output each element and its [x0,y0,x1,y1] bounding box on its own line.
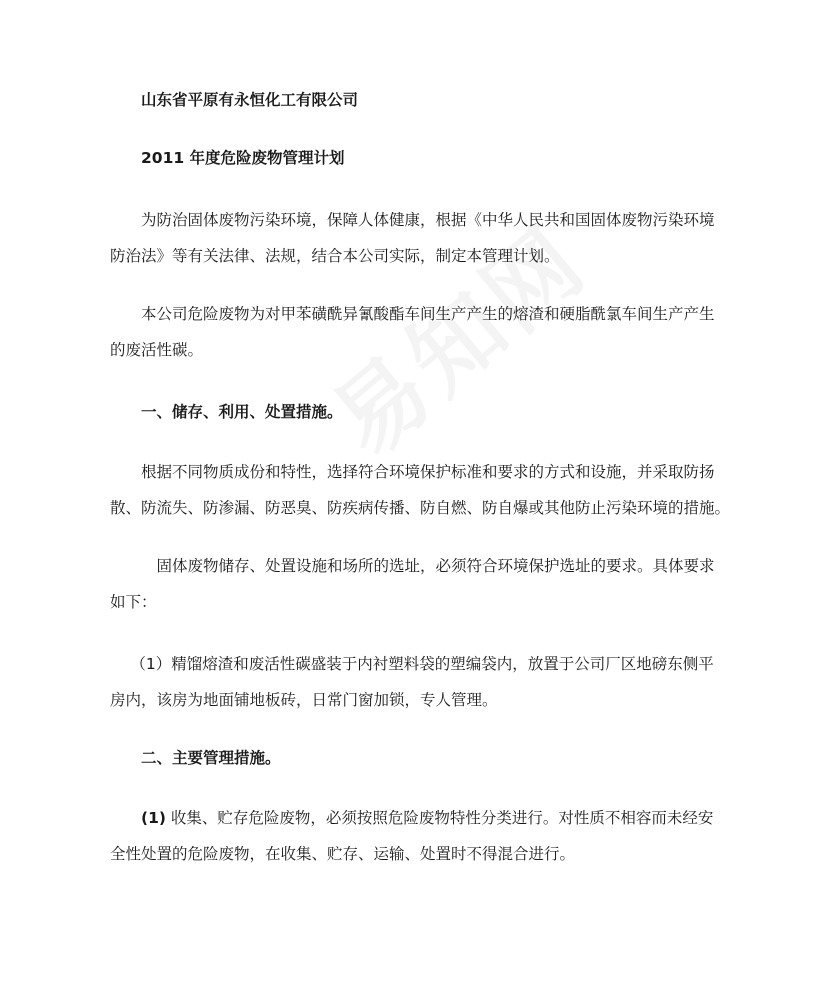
section-heading-text: 二、主要管理措施。 [110,749,281,767]
item-number: (1) [110,809,166,827]
paragraph-line: 的废活性碳。 [110,341,204,359]
paragraph-purpose [110,202,730,274]
paragraph-line: 本公司危险废物为对甲苯磺酰异氰酸酯车间生产产生的熔渣和硬脂酰氯车间生产产生 [110,305,715,323]
paragraph-line-rest: 收集、贮存危险废物，必须按照危险废物特性分类进行。对性质不相容而未经安 [165,809,714,827]
paragraph-item-1 [110,646,730,718]
paragraph-line: 根据不同物质成份和特性，选择符合环境保护标准和要求的方式和设施，并采取防扬 [110,463,715,481]
paragraph-line: 如下： [110,593,157,611]
paragraph-line: 防治法》等有关法律、法规，结合本公司实际，制定本管理计划。 [110,247,560,265]
paragraph-waste-source [110,296,730,368]
paragraph-management-1 [110,800,730,872]
section-heading-management [110,740,730,776]
paragraph-line: （1）精馏熔渣和废活性碳盛装于内衬塑料袋的塑编袋内，放置于公司厂区地磅东侧平 [110,655,714,673]
paragraph-line: 为防治固体废物污染环境，保障人体健康，根据《中华人民共和国固体废物污染环境 [110,211,715,229]
paragraph-line: 房内，该房为地面铺地板砖，日常门窗加锁，专人管理。 [110,691,498,709]
section-heading-text: 一、储存、利用、处置措施。 [110,403,343,421]
paragraph-siting [110,548,730,620]
company-title [110,82,730,118]
paragraph-line [110,800,730,836]
section-heading-storage [110,394,730,430]
paragraph-line: 全性处置的危险废物，在收集、贮存、运输、处置时不得混合进行。 [110,845,576,863]
plan-title-text: 2011 年度危险废物管理计划 [141,149,345,167]
company-title-text: 山东省平原有永恒化工有限公司 [141,91,359,109]
paragraph-line: 散、防流失、防渗漏、防恶臭、防疾病传播、防自燃、防自爆或其他防止污染环境的措施。 [110,499,731,517]
paragraph-line: 固体废物储存、处置设施和场所的选址，必须符合环境保护选址的要求。具体要求 [110,557,715,575]
plan-title [110,140,730,176]
paragraph-measures [110,454,730,526]
